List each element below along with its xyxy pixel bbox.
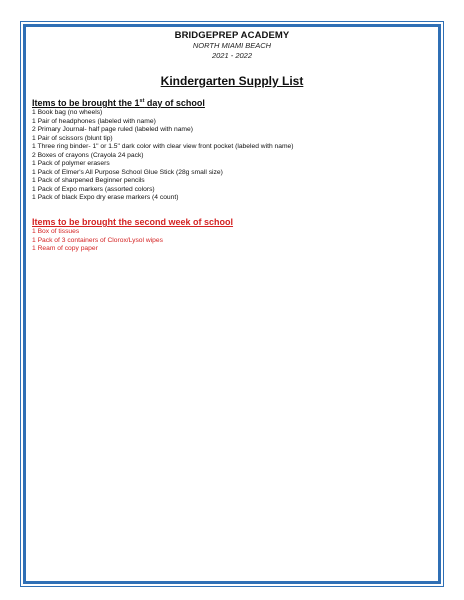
section-heading-superscript: st [139,98,145,104]
list-item: 2 Primary Journal- half page ruled (labeled with name) [32,126,193,134]
list-item: 1 Box of tissues [32,228,80,236]
list-item: 1 Pair of headphones (labeled with name) [32,117,156,125]
section-heading-second-week: Items to be brought the second week of school [32,217,234,228]
list-item: 2 Boxes of crayons (Crayola 24 pack) [32,151,144,159]
list-item: 1 Pack of sharpened Beginner pencils [32,177,145,185]
list-item: 1 Pair of scissors (blunt tip) [32,134,113,142]
section-heading-prefix: Items to be brought the 1 [32,98,140,108]
school-name: BRIDGEPREP ACADEMY [174,30,290,41]
list-item: 1 Pack of Expo markers (assorted colors) [32,185,155,193]
document-content [32,30,432,254]
section-heading-first-day [32,98,432,109]
list-item: 1 Pack of polymer erasers [32,160,110,168]
school-city: NORTH MIAMI BEACH [192,41,272,50]
list-item: 1 Pack of Elmer's All Purpose School Glue Stick (28g small size) [32,168,223,176]
school-year: 2021 - 2022 [211,50,253,60]
list-item: 1 Pack of black Expo dry erase markers (4 count) [32,194,179,202]
second-week-supply-list [32,228,432,254]
list-item: 1 Book bag (no wheels) [32,109,103,116]
first-day-supply-list [32,109,432,203]
page-title: Kindergarten Supply List [160,74,304,88]
list-item: 1 Pack of 3 containers of Clorox/Lysol wipes [32,236,163,244]
section-heading-suffix: day of school [144,98,205,108]
list-item: 1 Three ring binder- 1" or 1.5" dark color with clear view front pocket (labeled with name) [32,143,294,151]
list-item: 1 Ream of copy paper [32,245,98,253]
